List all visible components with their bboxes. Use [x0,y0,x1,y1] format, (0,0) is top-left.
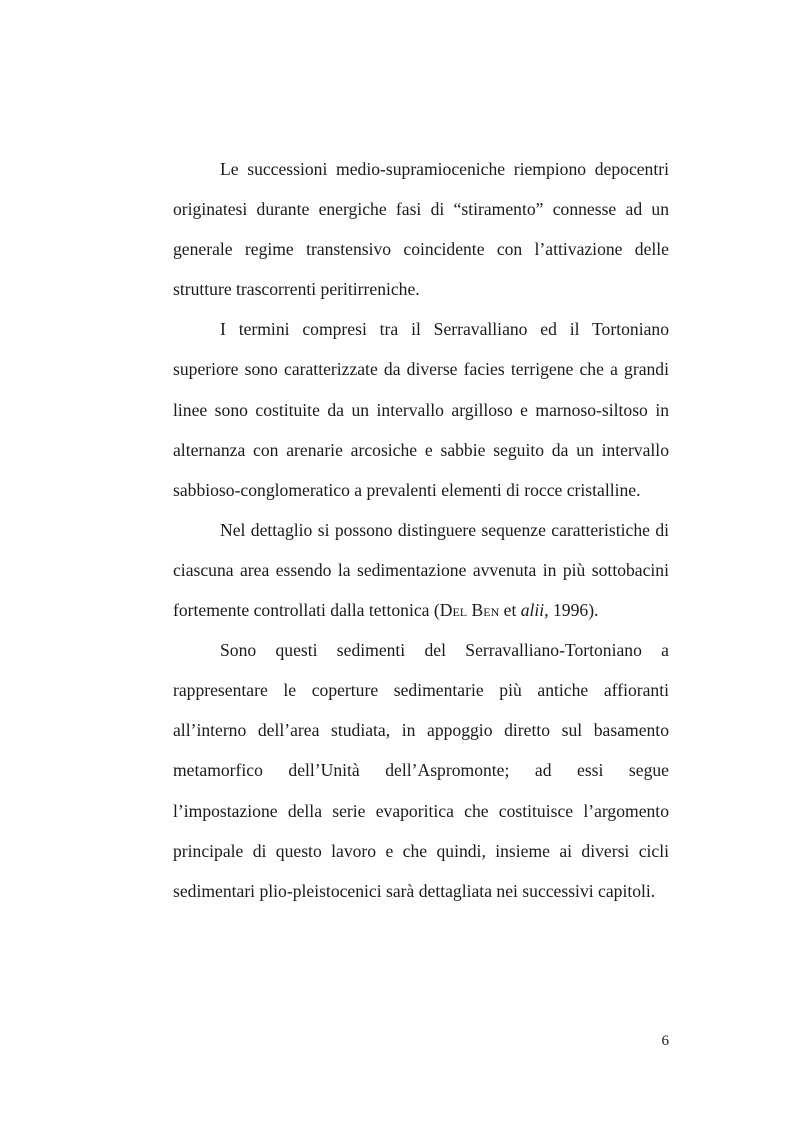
citation-et-alii: alii [520,600,545,621]
paragraph-4: Sono questi sedimenti del Serravalliano-Tortoniano a rappresentare le coperture sedimentarie più antiche affioranti all’interno dell’area studiata, in appoggio diretto sul basamento metamorfico dell’Unità dell’Aspromonte; ad essi segue l’impostazione della serie evaporitica che costituisce l’argomento principale di questo lavoro e che quindi, insieme ai diversi cicli sedimentari plio-pleistocenici sarà dettagliata nei successivi capitoli. [173,640,669,901]
paragraph-3-text-middle: et [499,600,521,621]
page-number: 6 [661,1033,669,1049]
paragraph-3-text-before: Nel dettaglio si possono distinguere sequenze caratteristiche di ciascuna area essendo la sedimentazione avvenuta in più sottobacini fortemente controllati dalla tettonica ( [173,519,669,621]
citation-author: Del Ben [439,600,500,621]
paragraph-3 [173,510,669,630]
paragraph-3-text-after: , 1996). [544,600,599,621]
paragraph-1: Le successioni medio-supramioceniche riempiono depocentri originatesi durante energiche fasi di “stiramento” connesse ad un generale regime transtensivo coincidente con l’attivazione delle strutture trascorrenti peritirreniche. [173,159,669,300]
body-text [173,149,669,911]
paragraph-2: I termini compresi tra il Serravalliano ed il Tortoniano superiore sono caratterizzate da diverse facies terrigene che a grandi linee sono costituite da un intervallo argilloso e marnoso-siltoso in alternanza con arenarie arcosiche e sabbie seguito da un intervallo sabbioso-conglomeratico a prevalenti elementi di rocce cristalline. [173,319,669,500]
